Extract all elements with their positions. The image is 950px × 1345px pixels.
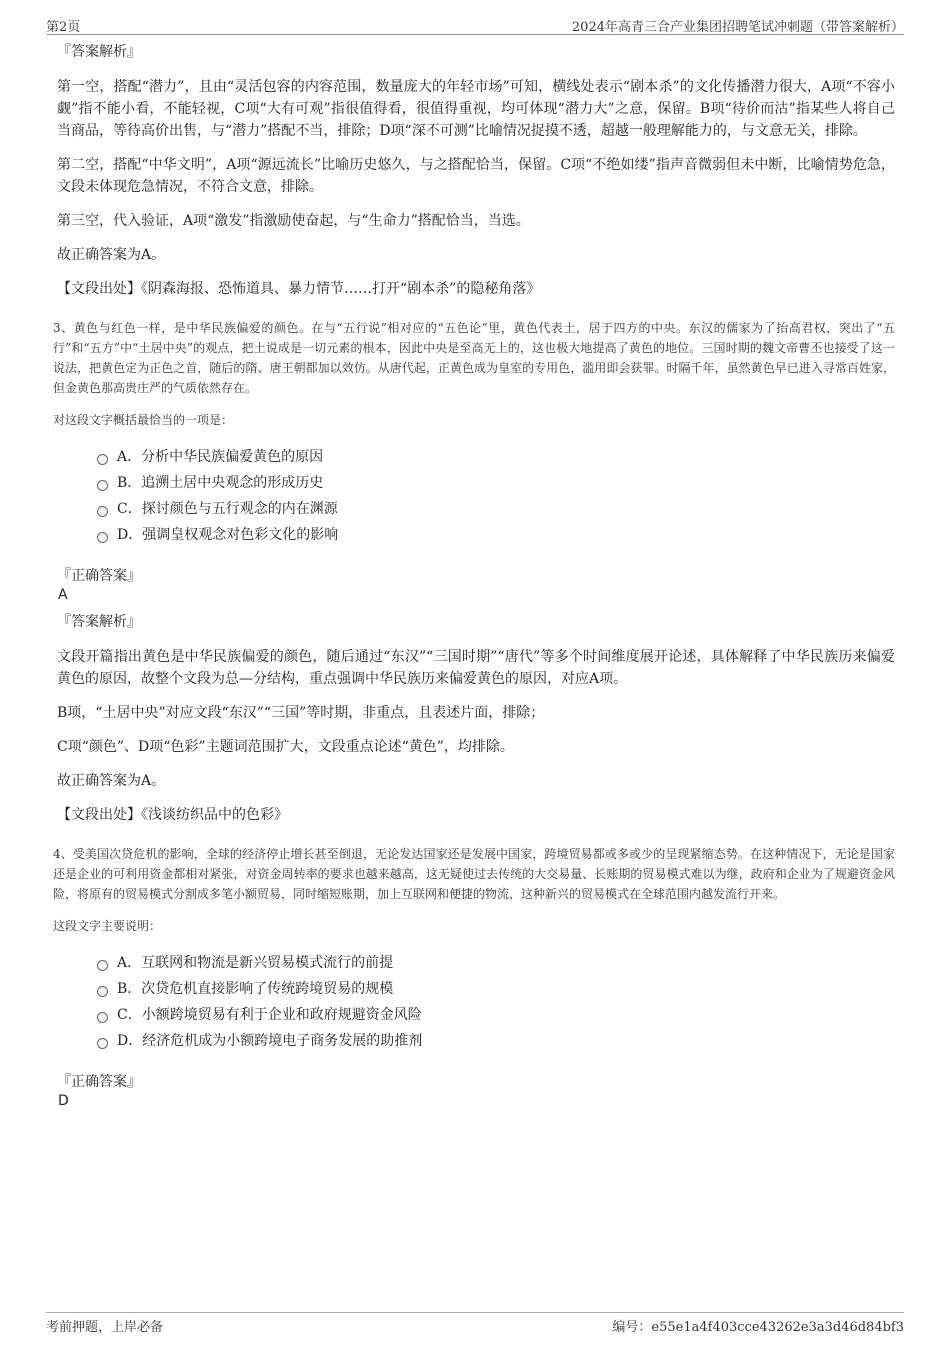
page-number: 第2页 [46, 20, 81, 35]
correct-answer-value: D [58, 1093, 69, 1109]
option-label: D．经济危机成为小额跨境电子商务发展的助推剂 [117, 1033, 423, 1049]
correct-answer-label: 『正确答案』 [57, 1074, 141, 1090]
answer-analysis-block-2 [57, 42, 895, 300]
document-title: 2024年高青三合产业集团招聘笔试冲刺题（带答案解析） [571, 20, 904, 35]
analysis-paragraph: 第二空，搭配“中华文明”，A项“源远流长”比喻历史悠久，与之搭配恰当，保留。C项“不绝如缕”指声音微弱但未中断，比喻情势危急，文段未体现危急情况，不符合文意，排除。 [57, 157, 895, 195]
radio-button-icon[interactable] [97, 960, 108, 971]
option-label: B．次贷危机直接影响了传统跨境贸易的规模 [117, 981, 394, 997]
option-label: C．小额跨境贸易有利于企业和政府规避资金风险 [117, 1007, 422, 1023]
option-label: A．互联网和物流是新兴贸易模式流行的前提 [117, 955, 394, 971]
question-4 [53, 844, 895, 1110]
radio-button-icon[interactable] [97, 454, 108, 465]
option-a[interactable] [97, 444, 895, 470]
option-a[interactable] [97, 950, 895, 976]
analysis-conclusion: 故正确答案为A。 [57, 773, 166, 789]
page-content [53, 42, 895, 1118]
option-b[interactable] [97, 976, 895, 1002]
radio-button-icon[interactable] [97, 1012, 108, 1023]
option-d[interactable] [97, 1028, 895, 1054]
document-id: 编号：e55e1a4f403cce43262e3a3d46d84bf3 [612, 1320, 904, 1335]
question-text: 4、受美国次贷危机的影响，全球的经济停止增长甚至倒退，无论发达国家还是发展中国家，跨境贸易都或多或少的呈现紧缩态势。在这种情况下，无论是国家还是企业的可利用资金都相对紧张，对资金周转率的要求也越来越高，这无疑使过去传统的大交易量、长账期的贸易模式难以为继，政府和企业为了规避资金风险，将原有的贸易模式分割成多笔小额贸易，同时缩短账期，加上互联网和便捷的物流，这种新兴的贸易模式在全球范围内越发流行开来。 [53, 847, 895, 901]
question-text: 3、黄色与红色一样，是中华民族偏爱的颜色。在与“五行说”相对应的“五色论”里，黄色代表土，居于四方的中央。东汉的儒家为了抬高君权，突出了“五行”和“五方”中“土居中央”的观点，把土说成是一切元素的根本，因此中央是至高无上的，这也极大地提高了黄色的地位。三国时期的魏文帝曹丕也接受了这一说法，把黄色定为正色之首，随后的隋、唐王朝都加以效仿。从唐代起，正黄色成为皇室的专用色，滥用即会获罪。时隔千年，虽然黄色早已进入寻常百姓家，但金黄色那高贵庄严的气质依然存在。 [53, 321, 895, 395]
analysis-label: 『答案解析』 [57, 614, 141, 630]
correct-answer-value: A [58, 587, 68, 603]
page-header [46, 14, 904, 35]
analysis-paragraph: C项“颜色”、D项“色彩”主题词范围扩大，文段重点论述“黄色”，均排除。 [57, 739, 514, 755]
analysis-paragraph: 文段开篇指出黄色是中华民族偏爱的颜色，随后通过“东汉”“三国时期”“唐代”等多个时间维度展开论述，具体解释了中华民族历来偏爱黄色的原因，故整个文段为总—分结构，重点强调中华民族历来偏爱黄色的原因，对应A项。 [57, 649, 895, 687]
option-label: D．强调皇权观念对色彩文化的影响 [117, 527, 339, 543]
option-c[interactable] [97, 1002, 895, 1028]
question-prompt: 对这段文字概括最恰当的一项是： [53, 413, 234, 427]
source-citation: 【文段出处】《阴森海报、恐怖道具、暴力情节……打开“剧本杀”的隐秘角落》 [57, 281, 541, 297]
radio-button-icon[interactable] [97, 1038, 108, 1049]
analysis-paragraph: 第三空，代入验证，A项“激发”指激励使奋起，与“生命力”搭配恰当，当选。 [57, 213, 530, 229]
analysis-paragraph: B项，“土居中央”对应文段“东汉”“三国”等时期，非重点，且表述片面，排除； [57, 705, 545, 721]
option-b[interactable] [97, 470, 895, 496]
footer-slogan: 考前押题，上岸必备 [46, 1320, 164, 1335]
radio-button-icon[interactable] [97, 506, 108, 517]
page-footer [46, 1312, 904, 1335]
analysis-label: 『答案解析』 [57, 44, 141, 60]
analysis-conclusion: 故正确答案为A。 [57, 247, 166, 263]
correct-answer-label: 『正确答案』 [57, 568, 141, 584]
radio-button-icon[interactable] [97, 532, 108, 543]
option-list [97, 444, 895, 548]
option-label: B．追溯土居中央观念的形成历史 [117, 475, 324, 491]
option-c[interactable] [97, 496, 895, 522]
option-label: C．探讨颜色与五行观念的内在渊源 [117, 501, 338, 517]
option-d[interactable] [97, 522, 895, 548]
source-citation: 【文段出处】《浅谈纺织品中的色彩》 [57, 807, 288, 823]
radio-button-icon[interactable] [97, 480, 108, 491]
option-label: A．分析中华民族偏爱黄色的原因 [117, 449, 324, 465]
analysis-paragraph: 第一空，搭配“潜力”，且由“灵活包容的内容范围，数量庞大的年轻市场”可知，横线处表示“剧本杀”的文化传播潜力很大，A项“不容小觑”指不能小看，不能轻视，C项“大有可观”指很值得看，很值得重视，均可体现“潜力大”之意，保留。B项“待价而沽”指某些人将自己当商品，等待高价出售，与“潜力”搭配不当，排除；D项“深不可测”比喻情况捉摸不透，超越一般理解能力的，与文意无关，排除。 [57, 79, 895, 139]
option-list [97, 950, 895, 1054]
question-prompt: 这段文字主要说明： [53, 919, 162, 933]
question-3 [53, 318, 895, 826]
radio-button-icon[interactable] [97, 986, 108, 997]
